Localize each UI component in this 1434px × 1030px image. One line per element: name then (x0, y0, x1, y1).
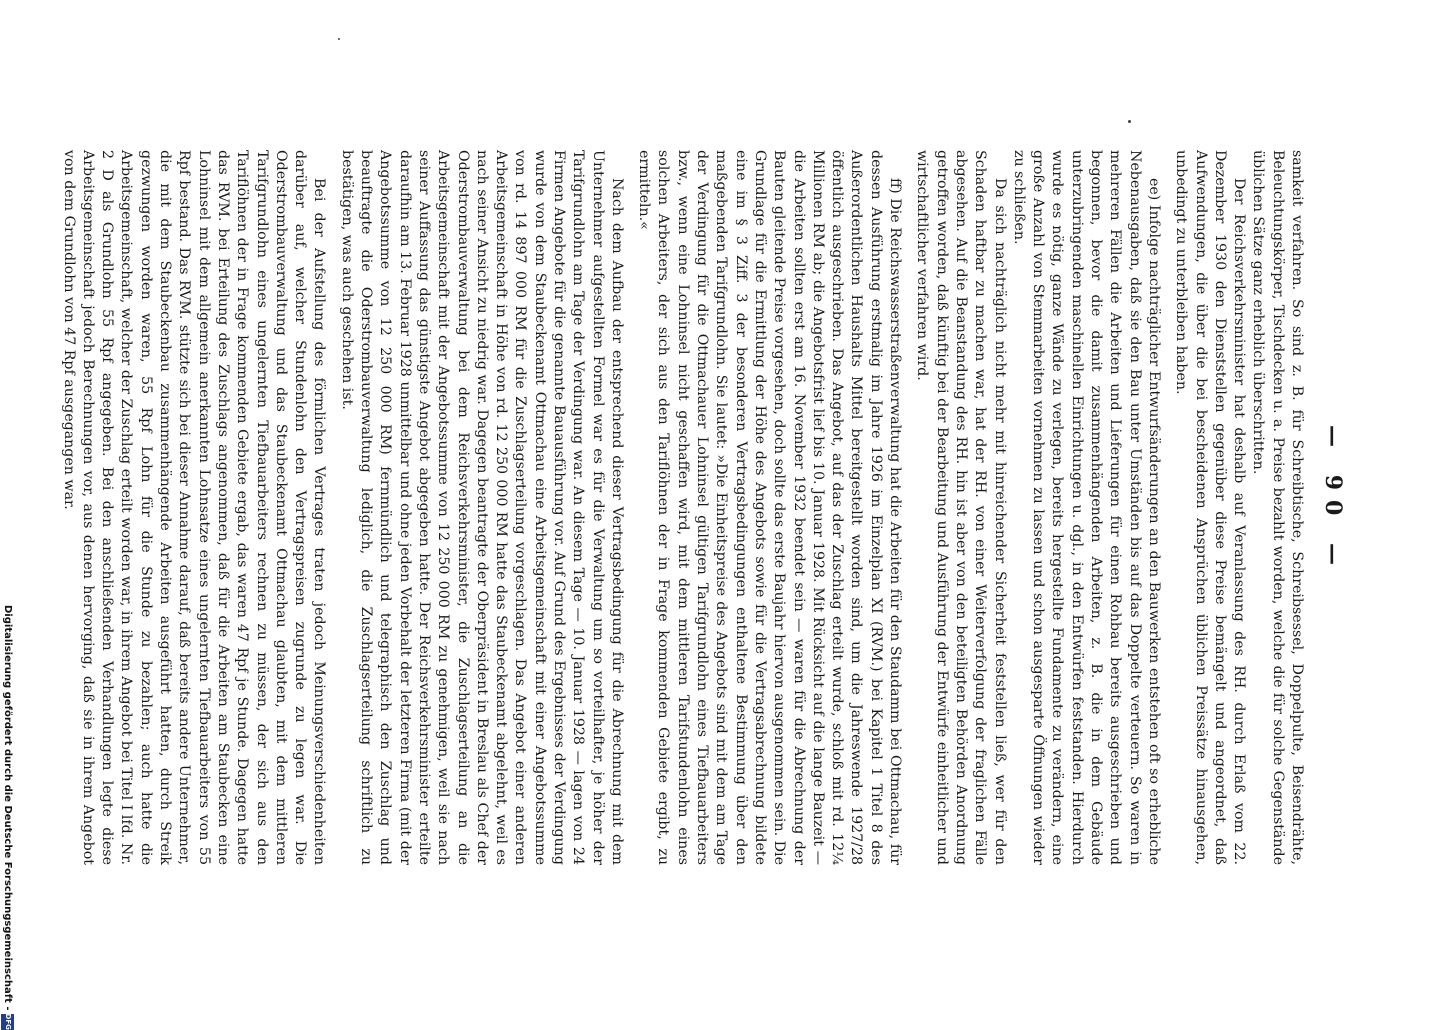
page-number: — 90 — (1320, 425, 1346, 575)
scan-speck (338, 38, 340, 40)
paragraph: Bei der Aufstellung des förmlichen Vertrages traten jedoch Meinungsverschiedenheiten darüber auf, welcher Stundenlohn den Vertragspreisen zugrunde zu legen war. Die Oderstrombauverwaltung und das Staubeckenamt Ottmachau glaubten, mit dem mittleren Tarifgrundlohn eines ungelernten Tiefbauarbeiters rechnen zu müssen, der sich aus den Tariflöhnen der in Frage kommenden Gebiete ergab, das waren 47 Rpf je Stunde. Dagegen hatte das RVM. bei Erteilung des Zuschlags angenommen, daß für die Arbeiten am Staubecken eine Lohninsel mit dem allgemein anerkannten Lohnsatze eines ungelernten Tiefbauarbeiters von 55 Rpf bestand. Das RVM. stützte sich bei dieser Annahme darauf, daß bereits andere Unternehmer, die mit dem Staubeckenbau zusammenhängende Arbeiten ausgeführt hatten, durch Streik gezwungen worden waren, 55 Rpf Lohn für die Stunde zu bezahlen; auch hatte die Arbeitsgemeinschaft, welcher der Zuschlag erteilt worden war, in ihrem Angebot bei Titel I lfd. Nr. 2 D als Grundlohn 55 Rpf angegeben. Bei den anschließenden Verhandlungen legte diese Arbeitsgemeinschaft jedoch Berechnungen vor, aus denen hervorging, daß sie in ihrem Angebot von dem Grundlohn von 47 Rpf ausgegangen war. (60, 150, 328, 865)
body-text (60, 150, 1306, 865)
paragraph: samkeit verfahren. So sind z. B. für Schreibtische, Schreibsessel, Doppelpulte, Beisendrähte, Beleuchtungskörper, Tischdecken u. a. Preise bezahlt worden, welche die für solche Gegenstände üblichen Sätze ganz erheblich überschritten. (1250, 150, 1305, 865)
footer-text: Digitalisierung gefördert durch die Deutsche Forschungsgemeinschaft - (2, 605, 14, 1011)
paragraph: ff) Die Reichswasserstraßenverwaltung hat die Arbeiten für den Staudamm bei Ottmachau, für dessen Ausführung erstmalig im Jahre 1926 im Einzelplan XI (RVM.) bei Kapitel 1 Titel 8 des Außerordentlichen Haushalts Mittel bereitgestellt worden sind, um die Jahreswende 1927/28 öffentlich ausgeschrieben. Das Angebot, auf das der Zuschlag erteilt wurde, schloß mit rd. 12¼ Millionen RM ab; die Angebotsfrist lief bis 10. Januar 1928. Mit Rücksicht auf die lange Bauzeit — die Arbeiten sollten erst am 16. November 1932 beendet sein — waren für die Abrechnung der Bauten gleitende Preise vorgesehen, doch sollte das erste Baujahr hiervon ausgenommen sein. Die Grundlage für die Ermittlung der Höhe des Angebots sowie für die Vertragsabrechnung bildete eine im § 3 Ziff. 3 der besonderen Vertragsbedingungen enthaltene Bestimmung über den maßgebenden Tarifgrundlohn. Sie lautet: »Die Einheitspreise des Angebots sind mit dem am Tage der Verdingung für die Ottmachauer Lohninsel gültigen Tarifgrundlohn eines Tiefbauarbeiters bzw., wenn eine Lohninsel nicht geschaffen wird, mit dem mittleren Tarifstundenlohn eines solchen Arbeiters, der sich aus den Tariflöhnen der in Frage kommenden Gebiete ergibt, zu ermitteln.« (636, 150, 904, 865)
paragraph: Nach dem Aufbau der entsprechend dieser Vertragsbedingung für die Abrechnung mit dem Unternehmer aufgestellten Formel war es für die Verwaltung um so vorteilhafter, je höher der Tarifgrundlohn am Tage der Verdingung war. An diesem Tage — 10. Januar 1928 — lagen von 24 Firmen Angebote für die genannte Bauausführung vor. Auf Grund des Ergebnisses der Verdingung wurde von dem Staubeckenamt Ottmachau eine Arbeitsgemeinschaft mit einer Angebotssumme von rd. 14 897 000 RM für die Zuschlagserteilung vorgeschlagen. Das Angebot einer anderen Arbeitsgemeinschaft in Höhe von rd. 12 250 000 RM hatte das Staubeckenamt abgelehnt, weil es nach seiner Ansicht zu niedrig war. Dagegen beantragte der Oberpräsident in Breslau als Chef der Oderstrombauverwaltung bei dem Reichsverkehrsminister, die Zuschlagserteilung an die Arbeitsgemeinschaft mit der Angebotssumme von 12 250 000 RM zu genehmigen, weil sie nach seiner Auffassung das günstigste Angebot abgegeben hatte. Der Reichsverkehrsminister erteilte daraufhin am 13. Februar 1928 unmittelbar und ohne jeden Vorbehalt der letzteren Firma (mit der Angebotssumme von 12 250 000 RM) fernmündlich und telegraphisch den Zuschlag und beauftragte die Oderstrombauverwaltung lediglich, die Zuschlagserteilung schriftlich zu bestätigen, was auch geschehen ist. (338, 150, 625, 865)
dfg-logo: DFG (2, 1014, 15, 1030)
paragraph: ee) Infolge nachträglicher Entwurfsänderungen an den Bauwerken entstehen oft so erhebliche Nebenausgaben, daß sie den Bau unter Umständen bis auf das Doppelte verteuern. So waren in mehreren Fällen die Arbeiten und Lieferungen für einen Rohbau bereits ausgeschrieben und begonnen, bevor die damit zusammenhängenden Arbeiten, z. B. die in dem Gebäude unterzubringenden maschinellen Einrichtungen u. dgl., in den Entwürfen feststanden. Hierdurch wurde es nötig, ganze Wände zu verlegen, bereits hergestellte Fundamente zu verändern, eine große Anzahl von Stemmarbeiten vornehmen zu lassen und schon ausgesparte Öffnungen wieder zu schließen. (1010, 150, 1162, 865)
digitization-footer (0, 605, 16, 1030)
scan-speck (1128, 120, 1131, 123)
paragraph: Da sich nachträglich nicht mehr mit hinreichender Sicherheit feststellen ließ, wer für den Schaden haftbar zu machen war, hat der RH. von einer Weiterverfolgung der fraglichen Fälle abgesehen. Auf die Beanstandung des RH. hin ist aber von den beteiligten Behörden Anordnung getroffen worden, daß künftig bei der Bearbeitung und Ausführung der Entwürfe einheitlicher und wirtschaftlicher verfahren wird. (914, 150, 1008, 865)
paragraph: Der Reichsverkehrsminister hat deshalb auf Veranlassung des RH. durch Erlaß vom 22. Dezember 1930 den Dienststellen gegenüber diese Preise bemängelt und angeordnet, daß Aufwendungen, die über die bei bescheidenen Ansprüchen üblichen Preissätze hinausgehen, unbedingt zu unterbleiben haben. (1173, 150, 1248, 865)
